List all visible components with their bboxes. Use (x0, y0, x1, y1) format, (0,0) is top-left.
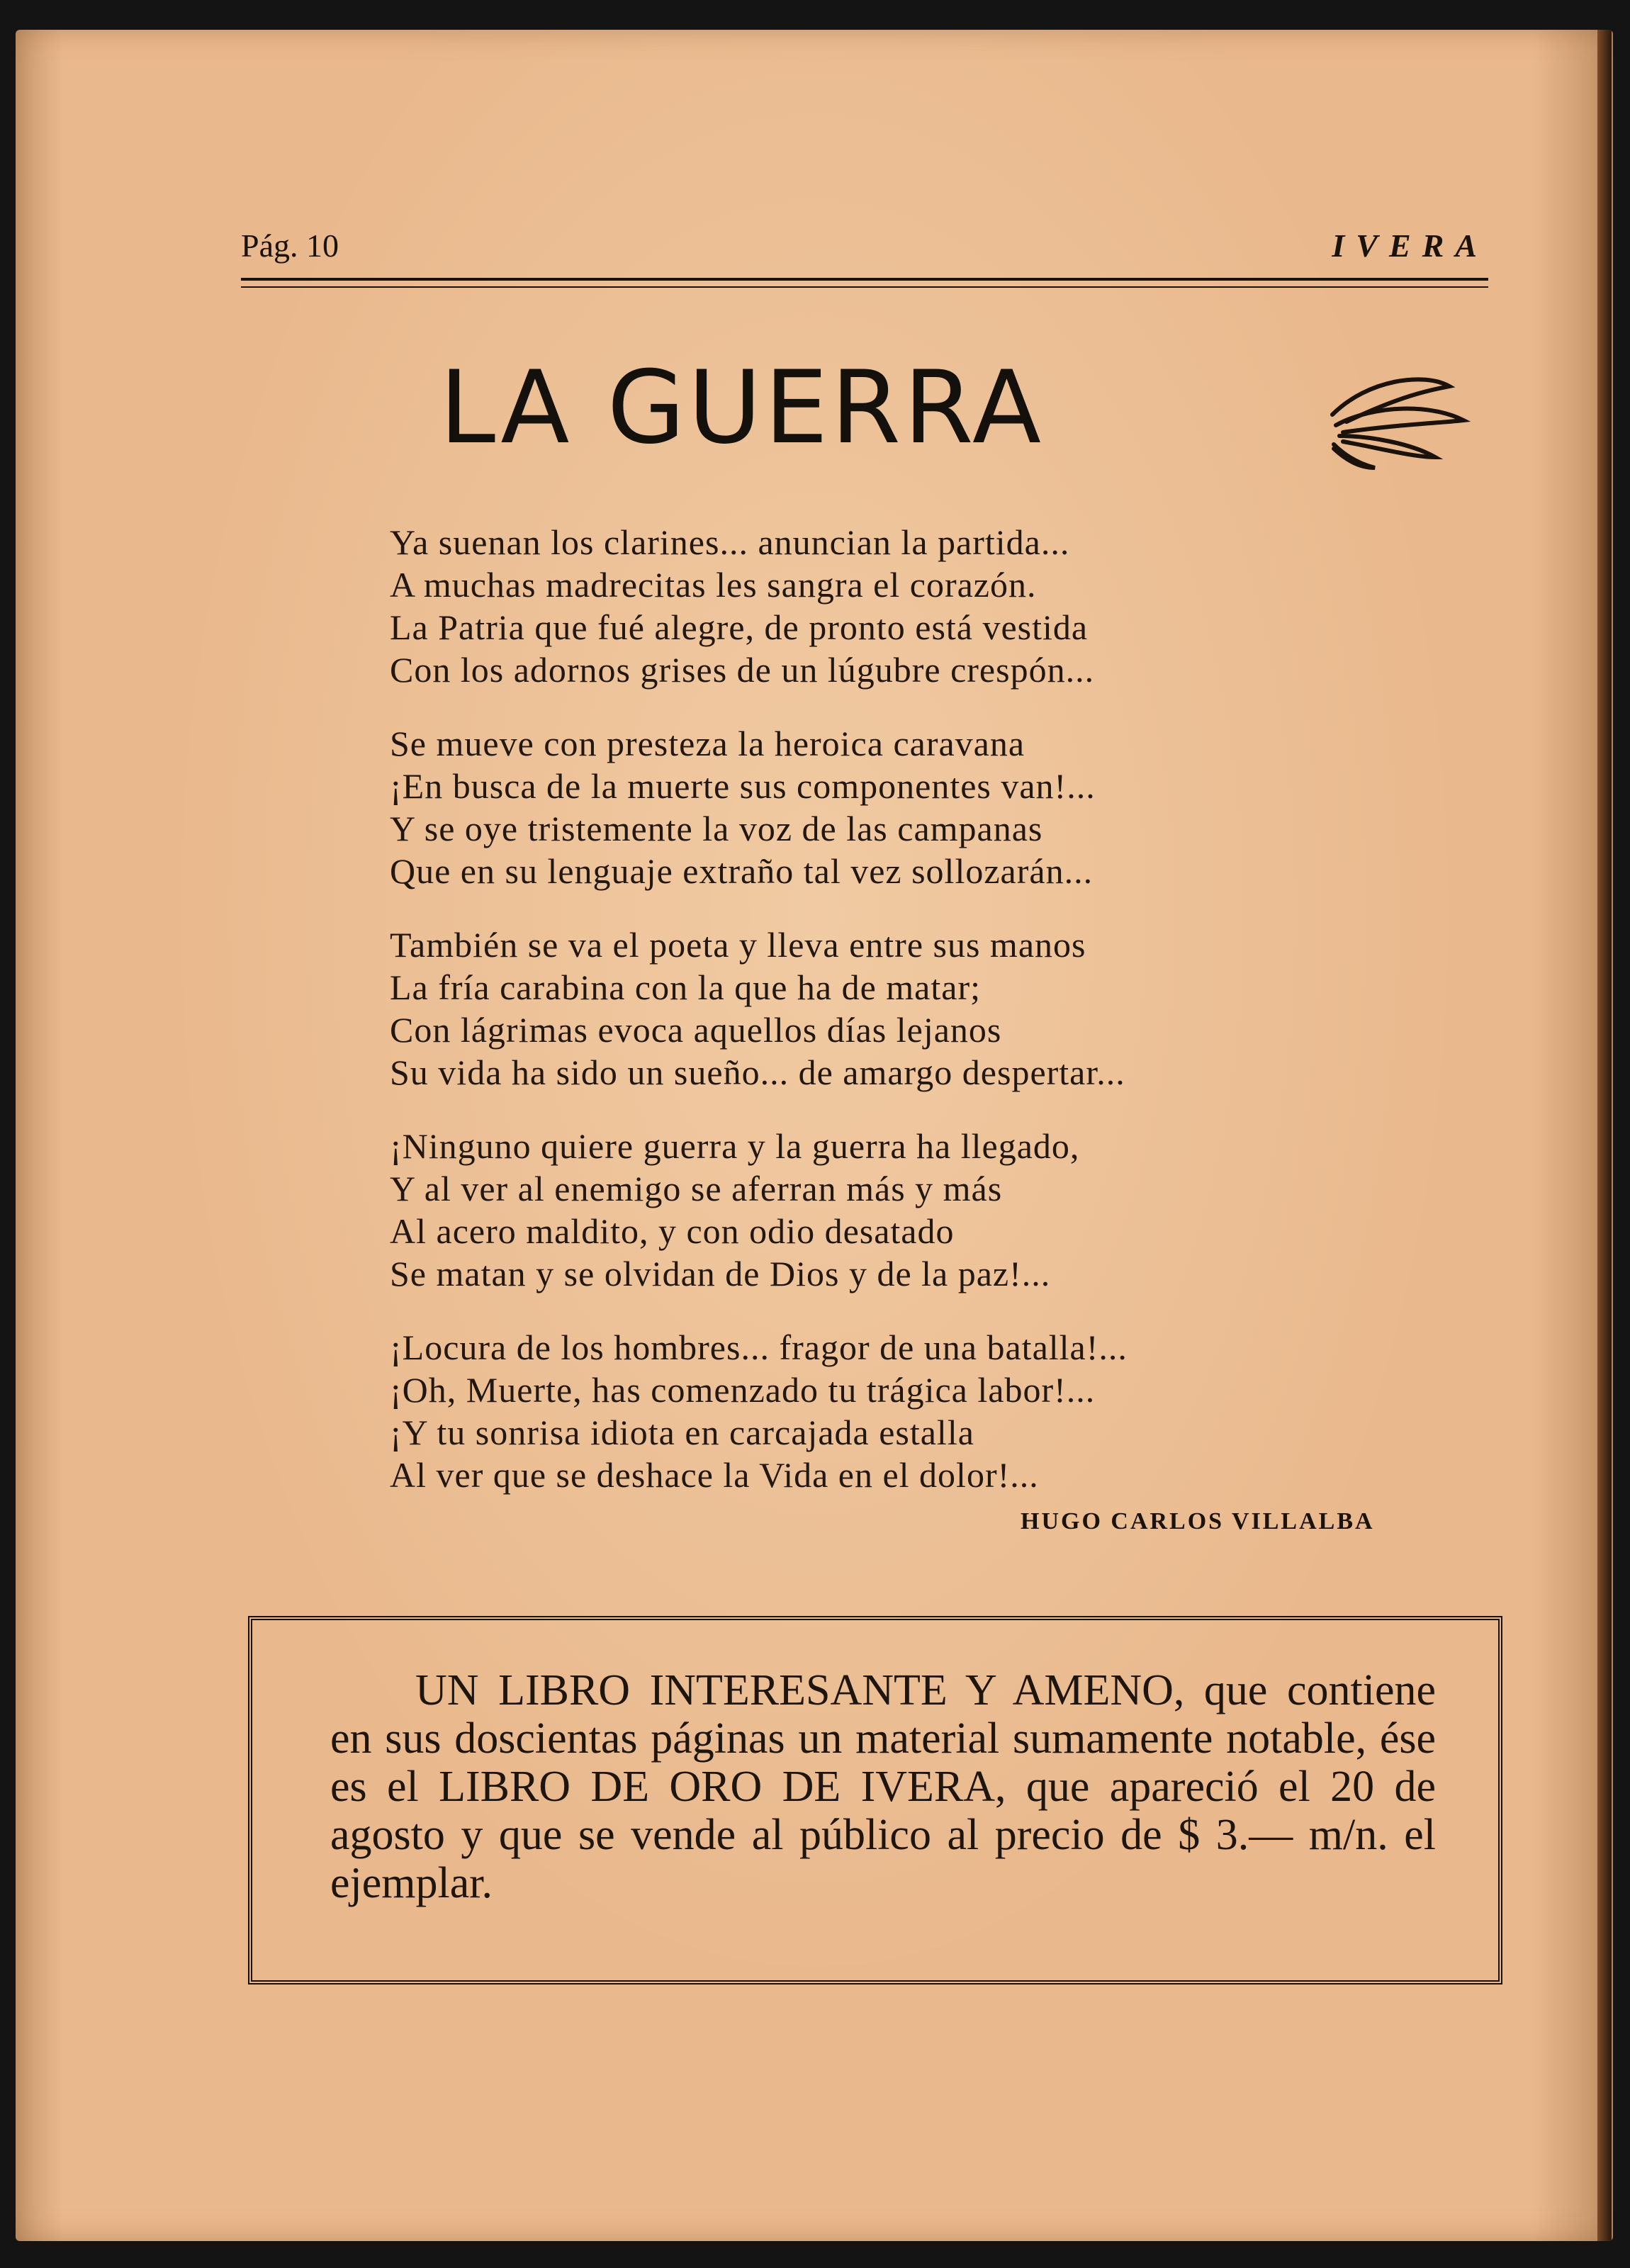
poem-line: La fría carabina con la que ha de matar; (390, 967, 981, 1007)
stanza (390, 722, 1432, 892)
page-number: Pág. 10 (241, 228, 339, 264)
poem-line: Su vida ha sido un sueño... de amargo despertar... (390, 1052, 1125, 1092)
poem-line: ¡En busca de la muerte sus componentes van!... (390, 766, 1096, 806)
poem-line: Al ver que se deshace la Vida en el dolor!... (390, 1455, 1039, 1495)
stanza (390, 924, 1432, 1094)
poem-line: Al acero maldito, y con odio desatado (390, 1211, 955, 1251)
stanza (390, 1125, 1432, 1295)
ornament-icon (1318, 365, 1474, 471)
poem-line: ¡Oh, Muerte, has comenzado tu trágica labor!... (390, 1370, 1096, 1410)
poem-line: Se mueve con presteza la heroica caravana (390, 724, 1025, 763)
poem-line: Se matan y se olvidan de Dios y de la paz!... (390, 1254, 1051, 1293)
poem-body (390, 521, 1432, 1527)
stanza (390, 521, 1432, 691)
poem-author: HUGO CARLOS VILLALBA (1021, 1508, 1375, 1534)
poem-line: Y al ver al enemigo se aferran más y más (390, 1169, 1003, 1208)
header-rule (241, 278, 1488, 288)
poem-line: La Patria que fué alegre, de pronto está vestida (390, 607, 1089, 647)
poem-line: Ya suenan los clarines... anuncian la partida... (390, 522, 1070, 562)
poem-line: Con los adornos grises de un lúgubre crespón... (390, 650, 1095, 690)
stanza (390, 1326, 1432, 1496)
poem-line: A muchas madrecitas les sangra el corazón. (390, 565, 1037, 605)
poem-line: Y se oye tristemente la voz de las campanas (390, 809, 1043, 848)
poem-line: ¡Ninguno quiere guerra y la guerra ha llegado, (390, 1126, 1080, 1166)
advertisement-box (248, 1616, 1502, 1984)
magazine-name: IVERA (1332, 228, 1488, 264)
poem-line: También se va el poeta y lleva entre sus manos (390, 925, 1086, 965)
poem-line: Que en su lenguaje extraño tal vez sollozarán... (390, 851, 1094, 891)
poem-line: ¡Y tu sonrisa idiota en carcajada estalla (390, 1413, 974, 1452)
poem-title: LA GUERRA (439, 349, 1045, 466)
poem-line: Con lágrimas evoca aquellos días lejanos (390, 1010, 1002, 1050)
advertisement-text (330, 1666, 1436, 1907)
page-gutter (1597, 30, 1612, 2241)
advertisement-copy: UN LIBRO INTERESANTE Y AMENO, que contiene en sus doscientas páginas un material sumamente notable, ése es el LIBRO DE ORO DE IVERA, que apareció el 20 de agosto y que se vende al público al precio de $ 3.— m/n. el ejemplar. (330, 1666, 1436, 1907)
poem-line: ¡Locura de los hombres... fragor de una batalla!... (390, 1327, 1128, 1367)
page-header (241, 227, 1488, 269)
